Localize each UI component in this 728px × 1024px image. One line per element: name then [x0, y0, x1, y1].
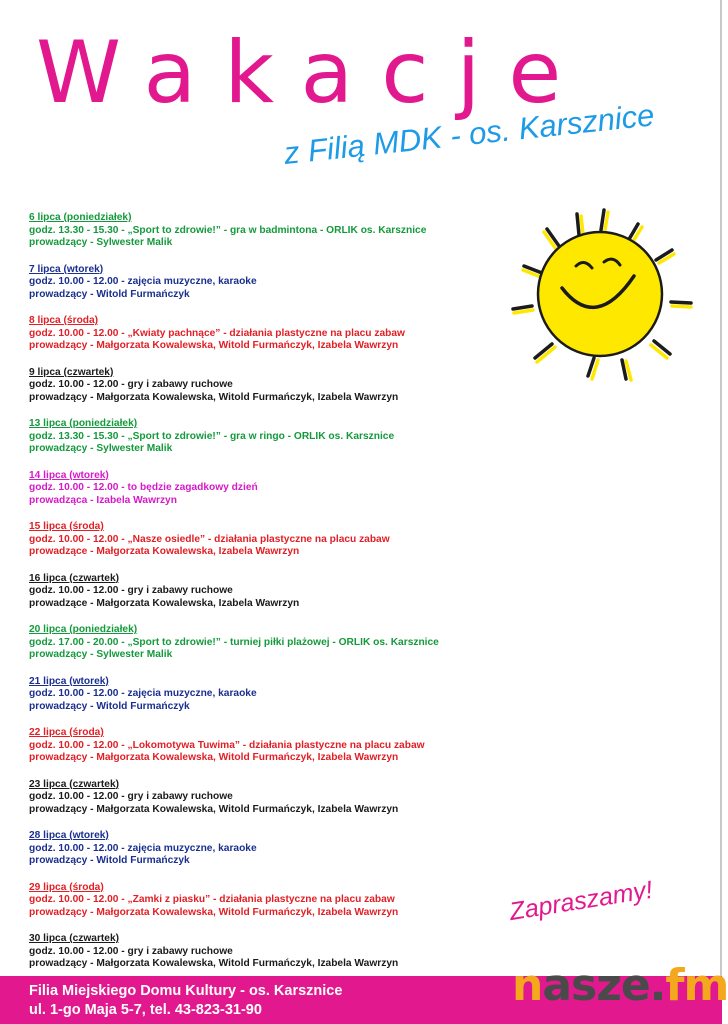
footer-address	[29, 982, 342, 1020]
schedule-date: 21 lipca (wtorek)	[29, 675, 109, 687]
schedule-date: 13 lipca (poniedziałek)	[29, 418, 138, 429]
schedule-activity: godz. 10.00 - 12.00 - gry i zabawy ruchowe	[29, 585, 233, 596]
schedule-leader: prowadząca - Izabela Wawrzyn	[29, 494, 177, 506]
schedule-activity: godz. 10.00 - 12.00 - gry i zabawy ruchowe	[29, 791, 233, 802]
schedule-leader: prowadzący - Małgorzata Kowalewska, Witold Furmańczyk, Izabela Wawrzyn	[29, 906, 399, 918]
schedule-date: 28 lipca (wtorek)	[29, 830, 109, 841]
schedule-date: 14 lipca (wtorek)	[29, 469, 109, 481]
schedule-date: 23 lipca (czwartek)	[29, 778, 120, 790]
schedule-leader: prowadzący - Sylwester Malik	[29, 443, 173, 454]
logo-fm: fm	[665, 960, 728, 1011]
schedule-leader: prowadzący - Witold Furmańczyk	[29, 288, 190, 300]
logo-n: n	[512, 960, 543, 1011]
schedule-entry	[29, 367, 499, 405]
invite-text: Zapraszamy!	[507, 875, 655, 927]
schedule-date: 30 lipca (czwartek)	[29, 933, 120, 944]
schedule-leader: prowadzący - Witold Furmańczyk	[29, 855, 190, 866]
schedule-activity: godz. 17.00 - 20.00 - „Sport to zdrowie!” - turniej piłki plażowej - ORLIK os. Karsznice	[29, 636, 439, 648]
schedule-list	[29, 212, 499, 985]
schedule-entry	[29, 470, 499, 508]
schedule-activity: godz. 10.00 - 12.00 - gry i zabawy ruchowe	[29, 379, 233, 390]
schedule-entry	[29, 573, 499, 611]
schedule-entry	[29, 264, 499, 302]
schedule-entry	[29, 212, 499, 250]
page-border	[720, 0, 722, 1024]
footer-line-1: Filia Miejskiego Domu Kultury - os. Karsznice	[29, 983, 343, 999]
schedule-entry	[29, 933, 499, 971]
schedule-leader: prowadzący - Małgorzata Kowalewska, Witold Furmańczyk, Izabela Wawrzyn	[29, 391, 399, 403]
sun-icon	[500, 196, 710, 396]
schedule-activity: godz. 10.00 - 12.00 - „Kwiaty pachnące” - działania plastyczne na placu zabaw	[29, 327, 405, 339]
schedule-date: 8 lipca (środa)	[29, 315, 99, 326]
page-subtitle: z Filią MDK - os. Karsznice	[282, 97, 656, 172]
schedule-entry	[29, 727, 499, 765]
schedule-activity: godz. 10.00 - 12.00 - „Lokomotywa Tuwima” - działania plastyczne na placu zabaw	[29, 739, 425, 751]
schedule-entry	[29, 521, 499, 559]
schedule-entry	[29, 882, 499, 920]
schedule-activity: godz. 13.30 - 15.30 - „Sport to zdrowie!” - gra w ringo - ORLIK os. Karsznice	[29, 430, 395, 442]
schedule-date: 16 lipca (czwartek)	[29, 572, 120, 584]
schedule-activity: godz. 10.00 - 12.00 - „Nasze osiedle” - działania plastyczne na placu zabaw	[29, 533, 390, 545]
schedule-date: 6 lipca (poniedziałek)	[29, 212, 132, 223]
footer-line-2: ul. 1-go Maja 5-7, tel. 43-823-31-90	[29, 1002, 262, 1018]
schedule-entry	[29, 830, 499, 868]
schedule-leader: prowadzący - Sylwester Malik	[29, 237, 173, 248]
schedule-leader: prowadzący - Małgorzata Kowalewska, Witold Furmańczyk, Izabela Wawrzyn	[29, 752, 399, 763]
page-title: Wakacje	[36, 23, 590, 123]
schedule-leader: prowadzące - Małgorzata Kowalewska, Izabela Wawrzyn	[29, 546, 300, 557]
nasze-fm-logo	[512, 960, 728, 1011]
schedule-activity: godz. 10.00 - 12.00 - zajęcia muzyczne, karaoke	[29, 688, 257, 699]
schedule-date: 7 lipca (wtorek)	[29, 263, 104, 275]
schedule-activity: godz. 10.00 - 12.00 - zajęcia muzyczne, karaoke	[29, 276, 257, 287]
schedule-activity: godz. 10.00 - 12.00 - to będzie zagadkowy dzień	[29, 482, 258, 493]
schedule-activity: godz. 10.00 - 12.00 - gry i zabawy ruchowe	[29, 945, 233, 957]
schedule-activity: godz. 10.00 - 12.00 - „Zamki z piasku” - działania plastyczne na placu zabaw	[29, 894, 395, 905]
schedule-leader: prowadzący - Małgorzata Kowalewska, Witold Furmańczyk, Izabela Wawrzyn	[29, 340, 399, 351]
schedule-leader: prowadzący - Małgorzata Kowalewska, Witold Furmańczyk, Izabela Wawrzyn	[29, 958, 399, 969]
schedule-date: 22 lipca (środa)	[29, 727, 104, 738]
schedule-entry	[29, 779, 499, 817]
schedule-entry	[29, 315, 499, 353]
schedule-activity: godz. 13.30 - 15.30 - „Sport to zdrowie!” - gra w badmintona - ORLIK os. Karsznice	[29, 224, 427, 236]
schedule-date: 20 lipca (poniedziałek)	[29, 624, 138, 635]
schedule-leader: prowadzący - Witold Furmańczyk	[29, 700, 190, 712]
schedule-leader: prowadzący - Sylwester Malik	[29, 649, 173, 660]
schedule-date: 15 lipca (środa)	[29, 521, 104, 532]
logo-middle: asze.	[542, 960, 666, 1011]
schedule-activity: godz. 10.00 - 12.00 - zajęcia muzyczne, karaoke	[29, 842, 257, 854]
schedule-date: 29 lipca (środa)	[29, 881, 104, 893]
schedule-leader: prowadzący - Małgorzata Kowalewska, Witold Furmańczyk, Izabela Wawrzyn	[29, 803, 399, 815]
schedule-date: 9 lipca (czwartek)	[29, 366, 114, 378]
schedule-entry	[29, 676, 499, 714]
schedule-entry	[29, 418, 499, 456]
schedule-leader: prowadzące - Małgorzata Kowalewska, Izabela Wawrzyn	[29, 597, 300, 609]
schedule-entry	[29, 624, 499, 662]
